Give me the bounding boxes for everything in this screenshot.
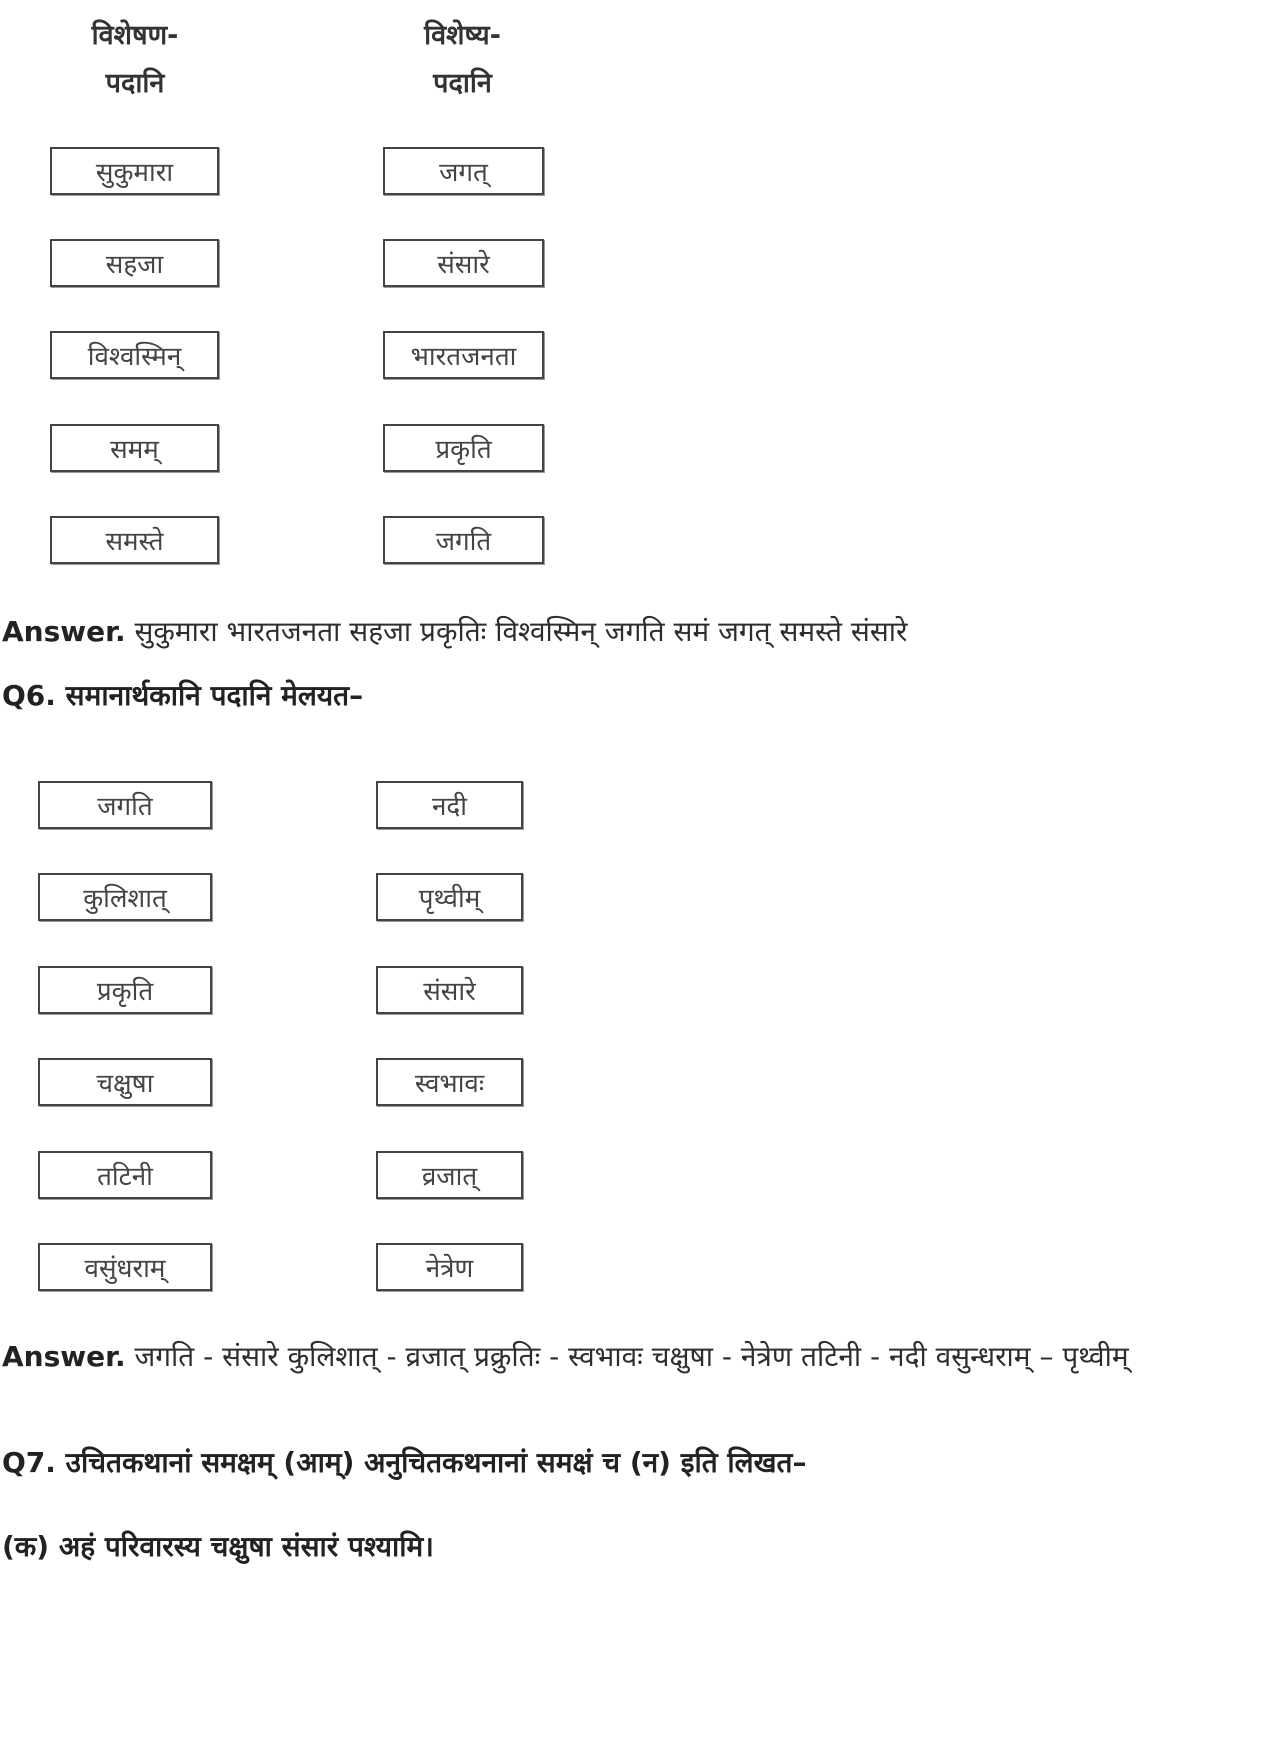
header-line: विशेषण- — [91, 20, 179, 51]
word-box-left: समम् — [50, 424, 219, 472]
answer-text: जगति - संसारे कुलिशात् - व्रजात् प्रक्रुतिः - स्वभावः चक्षुषा - नेत्रेण तटिनी - नदी वसुन्धराम् – पृथ्वीम् — [134, 1340, 1129, 1373]
word-box-right: जगति — [383, 516, 544, 564]
word-box-right: स्वभावः — [376, 1058, 523, 1106]
word-box-right: नदी — [376, 781, 523, 829]
word-box-right: संसारे — [376, 966, 523, 1014]
answer-paragraph — [2, 1337, 1267, 1377]
header-line: पदानि — [433, 68, 492, 99]
question-heading: Q7. उचितकथानां समक्षम् (आम्) अनुचितकथनानां समक्षं च (न) इति लिखत– — [2, 1446, 807, 1479]
word-box-right: नेत्रेण — [376, 1243, 523, 1291]
header-line: पदानि — [105, 68, 165, 99]
adjectives-column-header — [60, 12, 210, 108]
word-box-left: समस्ते — [50, 516, 219, 564]
word-box-left: जगति — [38, 781, 212, 829]
word-box-right: संसारे — [383, 239, 544, 287]
word-box-left: प्रकृति — [38, 966, 212, 1014]
word-box-left: विश्वस्मिन् — [50, 331, 219, 379]
word-box-left: कुलिशात् — [38, 873, 212, 921]
word-box-left: चक्षुषा — [38, 1058, 212, 1106]
nouns-column-header — [385, 12, 540, 108]
header-line: विशेष्य- — [424, 20, 501, 51]
answer-paragraph — [2, 612, 907, 652]
word-box-left: वसुंधराम् — [38, 1243, 212, 1291]
word-box-right: व्रजात् — [376, 1151, 523, 1199]
word-box-right: भारतजनता — [383, 331, 544, 379]
word-box-left: सुकुमारा — [50, 147, 219, 195]
question-item: (क) अहं परिवारस्य चक्षुषा संसारं पश्यामि। — [2, 1530, 434, 1563]
answer-label: Answer. — [2, 615, 126, 648]
word-box-right: प्रकृति — [383, 424, 544, 472]
word-box-left: सहजा — [50, 239, 219, 287]
word-box-left: तटिनी — [38, 1151, 212, 1199]
answer-text: सुकुमारा भारतजनता सहजा प्रकृतिः विश्वस्मिन् जगति समं जगत् समस्ते संसारे — [134, 615, 908, 648]
question-heading: Q6. समानार्थकानि पदानि मेलयत– — [2, 679, 364, 712]
word-box-right: जगत् — [383, 147, 544, 195]
answer-label: Answer. — [2, 1340, 126, 1373]
word-box-right: पृथ्वीम् — [376, 873, 523, 921]
